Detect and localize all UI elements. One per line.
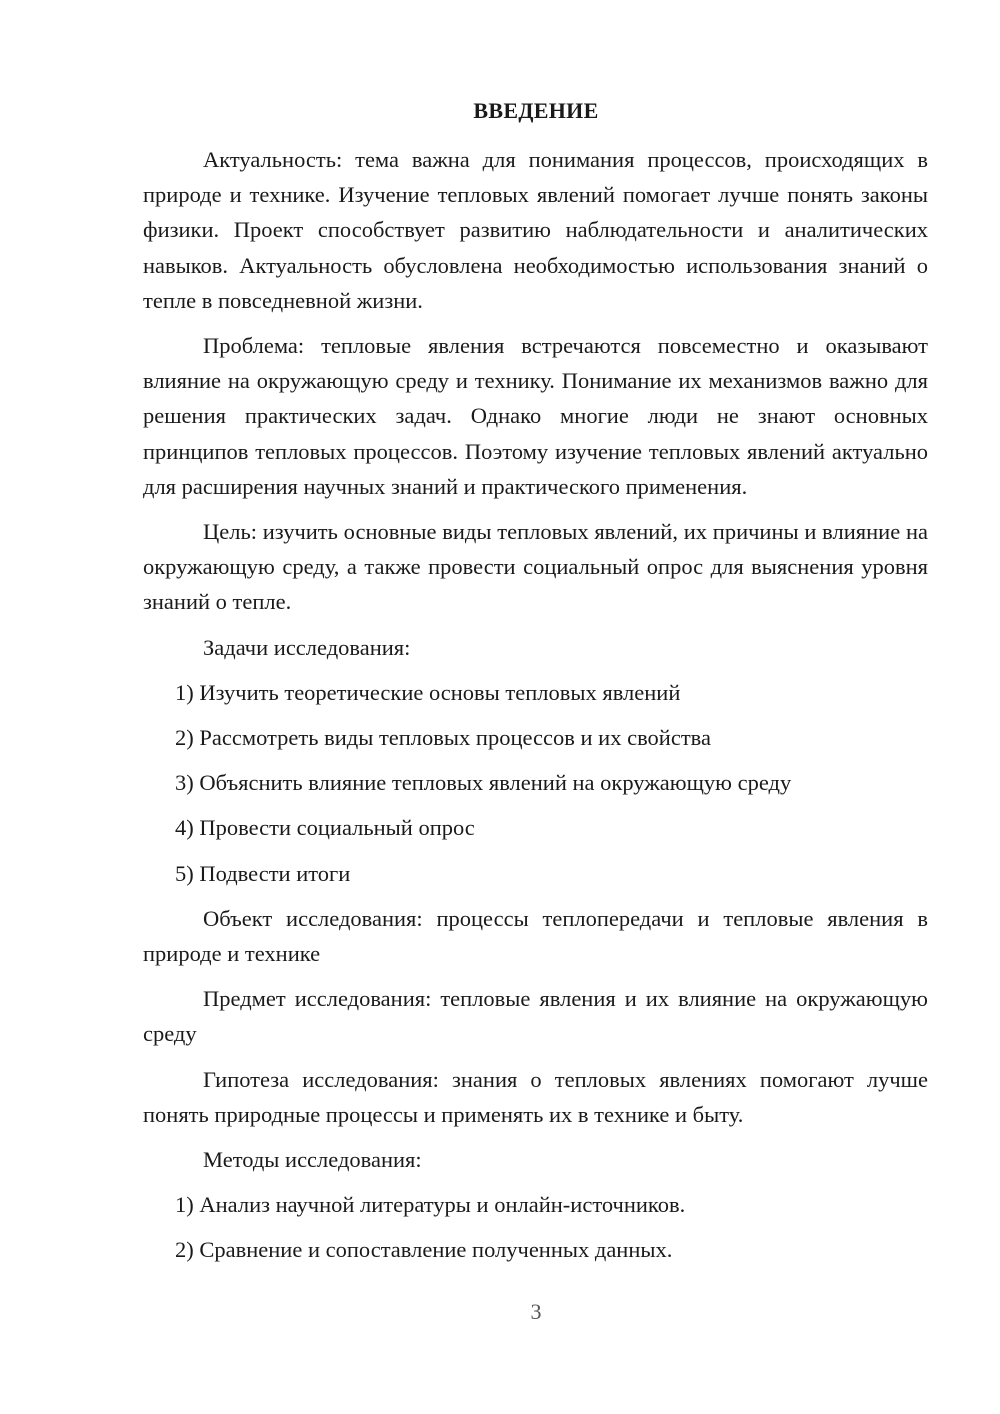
document-body [143,142,928,1278]
task-item: 3) Объяснить влияние тепловых явлений на окружающую среду [175,770,792,796]
goal-paragraph: Цель: изучить основные виды тепловых явлений, их причины и влияние на окружающую среду, а также провести социальный опрос для выяснения уровня знаний о тепле. [143,519,928,615]
object-paragraph: Объект исследования: процессы теплопередачи и тепловые явления в природе и технике [143,905,928,967]
relevance-paragraph: Актуальность: тема важна для понимания процессов, происходящих в природе и технике. Изучение тепловых явлений помогает лучше понять законы физики. Проект способствует развитию наблюдательности и аналитических навыков. Актуальность обусловлена необходимостью использования знаний о тепле в повседневной жизни. [143,147,928,313]
methods-heading: Методы исследования: [203,1147,422,1173]
task-item: 1) Изучить теоретические основы тепловых явлений [175,679,681,705]
method-item: 1) Анализ научной литературы и онлайн-источников. [175,1192,686,1218]
page-number: 3 [530,1299,542,1324]
task-item: 2) Рассмотреть виды тепловых процессов и их свойства [175,725,711,751]
task-item: 4) Провести социальный опрос [175,815,475,841]
hypothesis-paragraph: Гипотеза исследования: знания о тепловых явлениях помогают лучше понять природные процессы и применять их в технике и быту. [143,1066,928,1127]
problem-paragraph: Проблема: тепловые явления встречаются повсеместно и оказывают влияние на окружающую среду и технику. Понимание их механизмов важно для решения практических задач. Однако многие люди не знают основных принципов тепловых процессов. Поэтому изучение тепловых явлений актуально для расширения научных знаний и практического применения. [143,333,928,499]
section-heading: ВВЕДЕНИЕ [473,98,599,123]
task-item: 5) Подвести итоги [175,860,351,886]
tasks-heading: Задачи исследования: [203,634,411,660]
method-item: 2) Сравнение и сопоставление полученных данных. [175,1237,673,1263]
subject-paragraph: Предмет исследования: тепловые явления и их влияние на окружающую среду [143,986,928,1047]
